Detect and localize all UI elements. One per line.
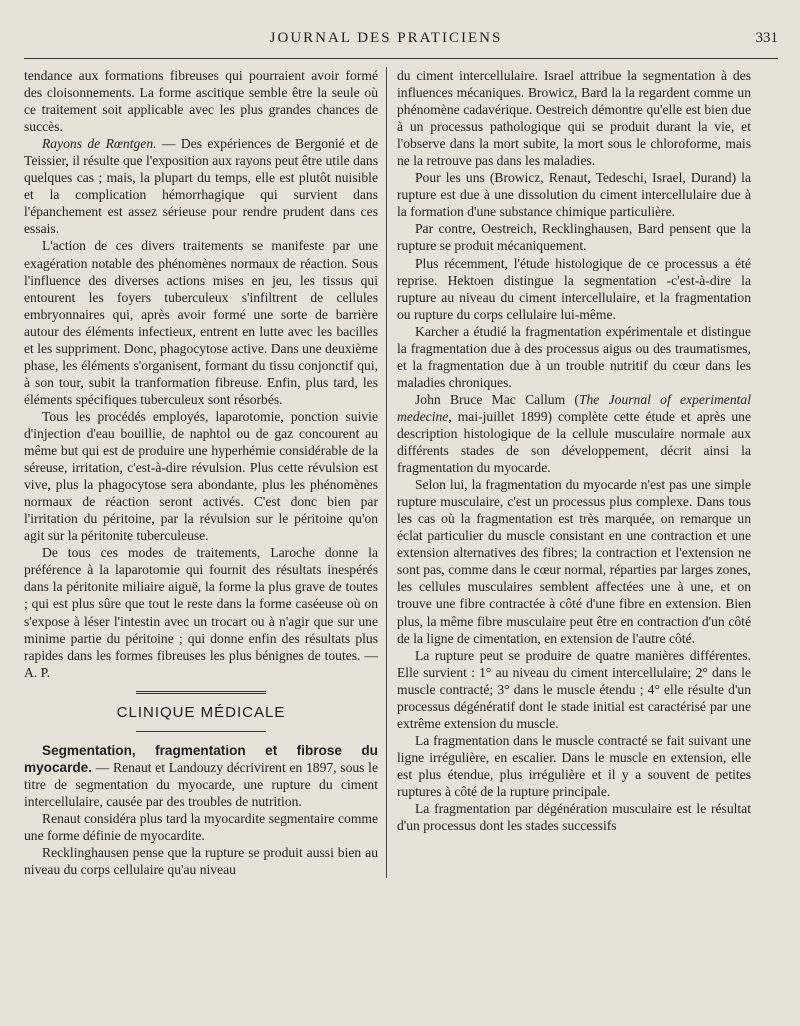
journal-title: JOURNAL DES PRATICIENS — [269, 30, 503, 46]
paragraph: Karcher a étudié la fragmentation expérimentale et distingue la fragmentation due à des processus aigus ou des traumatismes, et la fragmentation due à un trouble nutritif du cœur dans les maladies chroniques. — [397, 323, 751, 390]
article-title: Segmentation, fragmentation et fibrose du myocarde. — [24, 742, 378, 775]
paragraph: tendance aux formations fibreuses qui pourraient avoir formé des cloisonnements. La forme ascitique semble être la seule où ce traitement soit applicable avec les plus grandes chances de succès. — [24, 68, 378, 135]
paragraph: De tous ces modes de traitements, Laroche donne la préférence à la laparotomie qui fournit des résultats inespérés dans la péritonite miliaire aiguë, la forme la plus grave de toutes ; qui est plus sûre que tout le reste dans la forme caséeuse où on s'expose à léser l'intestin avec un trocart ou à n'agir que sur une minime partie du péritoine ; qui donne enfin des résultats plus rapides dans les formes fibreuses les plus bénignes de toutes. — A. P. — [24, 545, 378, 680]
paragraph: La fragmentation par dégénération musculaire est le résultat d'un processus dont les stades successifs — [397, 801, 751, 834]
paragraph: La rupture peut se produire de quatre manières différentes. Elle survient : 1° au niveau du ciment intercellulaire; 2° dans le muscle contracté; 3° dans le muscle étendu ; 4° elle résulte d'un processus dégénératif dont le stade initial est caractérisé par une extrême extension du muscle. — [397, 647, 751, 731]
paragraph — [24, 135, 378, 237]
paragraph-text: , mai-juillet 1899) complète cette étude et après une description histologique de la cellule musculaire normale aux différents stades de son développement, décrit ainsi la fragmentation du myocarde. — [397, 408, 751, 476]
paragraph: du ciment intercellulaire. Israel attribue la segmentation à des influences mécaniques. Browicz, Bard la la regardent comme un phénomène cadavérique. Oestreich démontre qu'elle est bien due à un processus pathologique qui se produit durant la vie, et l'observe dans la mort subite, la mort sous le chloroforme, mais ne la retrouve pas dans les maladies. — [397, 68, 751, 169]
journal-citation: The Journal of experimental medecine — [397, 391, 751, 424]
text-columns — [24, 67, 778, 878]
paragraph: Selon lui, la fragmentation du myocarde n'est pas une simple rupture musculaire, c'est un processus plus complexe. Dans tous les cas où la fragmentation est très marquée, on remarque un éclat particulier du muscle consistant en une contraction et une extension alternatives des fibres; la contraction et l'extension ne sont pas, comme dans le cœur normal, réparties par larges zones, les cellules musculaires semblent affectées une à une, et on trouve une fibre contractée à côté d'une fibre en extension. Bien plus, la même fibre musculaire peut être en contraction d'un côté de la ligne de cimentation, en extension de l'autre côté. — [397, 477, 751, 646]
section-divider — [136, 731, 266, 732]
paragraph-text: — Des expériences de Bergonié et de Teissier, il résulte que l'exposition aux rayons peut être utile dans quelques cas ; mais, la plupart du temps, elle est plutôt nuisible et la complication hémorrhagique qui survient dans l'épanchement est assez sérieuse pour rendre prudent dans ces essais. — [24, 136, 378, 237]
subsection-title: Rayons de Rœntgen. — [42, 136, 157, 152]
paragraph: Renaut considéra plus tard la myocardite segmentaire comme une forme définie de myocardite. — [24, 810, 378, 843]
paragraph: Recklinghausen pense que la rupture se produit aussi bien au niveau du corps cellulaire qu'au niveau — [24, 845, 378, 878]
paragraph: Plus récemment, l'étude histologique de ce processus a été reprise. Hektoen distingue la segmentation -c'est-à-dire la rupture au niveau du ciment intercellulaire, et la fragmentation ou rupture du corps cellulaire lui-même. — [397, 255, 751, 322]
left-column — [24, 67, 386, 878]
paragraph: Par contre, Oestreich, Recklinghausen, Bard pensent que la rupture se produit mécaniquement. — [397, 221, 751, 254]
page-header — [24, 30, 778, 52]
section-heading: CLINIQUE MÉDICALE — [116, 703, 286, 721]
paragraph: La fragmentation dans le muscle contracté se fait suivant une ligne irrégulière, en escalier. Dans le muscle en extension, elle est plus étendue, plus irrégulière et il y a souvent de petites ruptures à côté de la rupture principale. — [397, 732, 751, 799]
paragraph — [24, 742, 378, 810]
paragraph-text: John Bruce Mac Callum ( — [415, 391, 579, 407]
paragraph: L'action de ces divers traitements se manifeste par une exagération notable des phénomènes normaux de réaction. Sous l'influence des diverses actions mises en jeu, les tissus qui entourent les foyers tuberculeux s'infiltrent de cellules embryonnaires qui, après avoir formé une sorte de barrière autour des éléments infectieux, entrent en lutte avec les bacilles et les suppriment. Donc, phagocytose active. Dans une deuxième phase, les éléments s'organisent, formant du tissu conjonctif qui, à son tour, subit la tranformation fibreuse. Enfin, plus tard, les éléments spécifiques tuberculeux sont résorbés. — [24, 238, 378, 407]
paragraph — [397, 391, 751, 476]
section-divider — [136, 691, 266, 694]
paragraph-text: — Renaut et Landouzy décrivirent en 1897, sous le titre de segmentation du myocarde, une rupture du ciment intercellulaire, causée par des troubles de nutrition. — [24, 759, 378, 809]
paragraph: Pour les uns (Browicz, Renaut, Tedeschi, Israel, Durand) la rupture est due à une dissolution du ciment intercellulaire due à la formation d'une substance chimique particulière. — [397, 170, 751, 220]
right-column — [386, 67, 751, 878]
page-number: 331 — [755, 30, 778, 46]
paragraph: Tous les procédés employés, laparotomie, ponction suivie d'injection d'eau bouillie, de naphtol ou de gaz concourent au même but qui est de produire une hyperhémie considérable de la séreuse, irritation, c'est-à-dire révulsion. Plus cette révulsion est vive, plus la phagocytose sera abondante, plus les phénomènes normaux de réaction seront activés. C'est donc bien par l'irritation du péritoine, par la révulsion sur le péritoine qu'on agit sur la péritonite tuberculeuse. — [24, 408, 378, 544]
header-rule — [24, 58, 778, 59]
